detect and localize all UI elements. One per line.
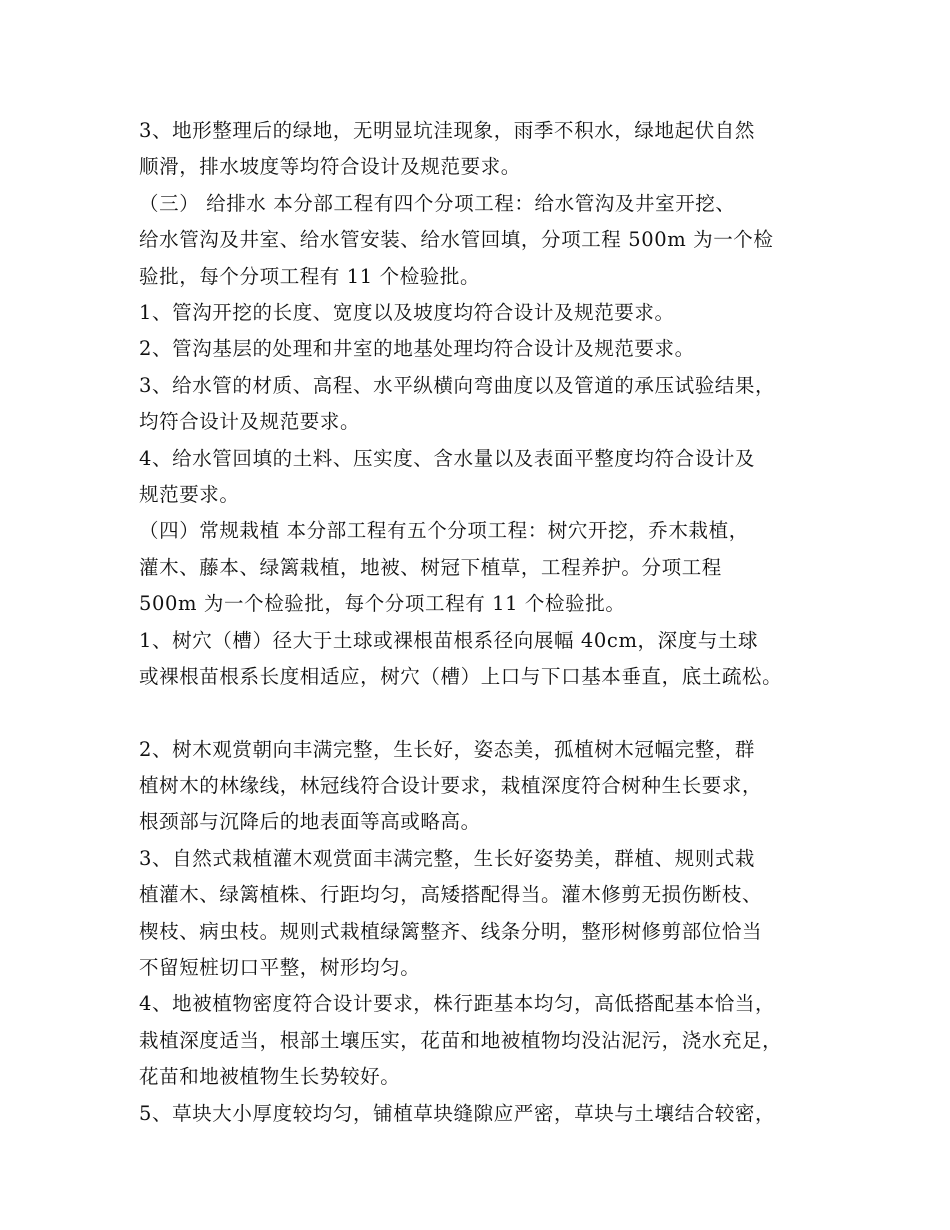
paragraph-water-item-3: [139, 368, 839, 441]
text-line: 栽植深度适当，根部土壤压实，花苗和地被植物均没沾泥污，浇水充足，: [139, 1028, 783, 1052]
text-line: 3、给水管的材质、高程、水平纵横向弯曲度以及管道的承压试验结果，: [139, 373, 776, 397]
text-line: 5、草块大小厚度较均匀，铺植草块缝隙应严密，草块与土壤结合较密，: [139, 1101, 776, 1125]
text-line: 2、树木观赏朝向丰满完整，生长好，姿态美，孤植树木冠幅完整，群: [139, 737, 756, 761]
paragraph-water-item-1: [139, 295, 839, 331]
text-line: 2、管沟基层的处理和井室的地基处理均符合设计及规范要求。: [139, 337, 695, 361]
paragraph-planting-item-1: [139, 623, 839, 696]
text-line: 植灌木、绿篱植株、行距均匀，高矮搭配得当。灌木修剪无损伤断枝、: [139, 883, 763, 907]
text-line: （四）常规栽植 本分部工程有五个分项工程：树穴开挖，乔木栽植，: [139, 519, 749, 543]
text-line: 楔枝、病虫枝。规则式栽植绿篱整齐、线条分明，整形树修剪部位恰当: [139, 919, 763, 943]
text-line: 500m 为一个检验批，每个分项工程有 11 个检验批。: [139, 592, 626, 616]
text-line: 顺滑，排水坡度等均符合设计及规范要求。: [139, 155, 521, 179]
document-body: [139, 113, 839, 1132]
section-heading-regular-planting: [139, 513, 839, 622]
text-line: 3、地形整理后的绿地，无明显坑洼现象，雨季不积水，绿地起伏自然: [139, 119, 756, 142]
paragraph-planting-item-4: [139, 986, 839, 1095]
text-line: 4、给水管回填的土料、压实度、含水量以及表面平整度均符合设计及: [139, 446, 756, 470]
text-line: 均符合设计及规范要求。: [139, 410, 361, 434]
text-line: 不留短桩切口平整，树形均匀。: [139, 955, 421, 979]
text-line: 植树木的林缘线，林冠线符合设计要求，栽植深度符合树种生长要求，: [139, 773, 763, 797]
text-line: 规范要求。: [139, 483, 240, 507]
section-heading-water-supply: [139, 186, 839, 295]
paragraph-planting-item-3: [139, 841, 839, 987]
text-line: 4、地被植物密度符合设计要求，株行距基本均匀，高低搭配基本恰当，: [139, 992, 776, 1016]
paragraph-water-item-4: [139, 441, 839, 514]
paragraph-water-item-2: [139, 331, 839, 367]
paragraph-planting-item-2: [139, 732, 839, 841]
text-line: （三） 给排水 本分部工程有四个分项工程：给水管沟及井室开挖、: [139, 191, 736, 215]
paragraph-planting-item-5: [139, 1096, 839, 1132]
blank-line: [139, 696, 839, 732]
text-line: 花苗和地被植物生长势较好。: [139, 1065, 401, 1089]
text-line: 根颈部与沉降后的地表面等高或略高。: [139, 810, 481, 834]
text-line: 给水管沟及井室、给水管安装、给水管回填，分项工程 500m 为一个检: [139, 228, 774, 252]
text-line: 或裸根苗根系长度相适应，树穴（槽）上口与下口基本垂直，底土疏松。: [139, 665, 783, 689]
text-line: 3、自然式栽植灌木观赏面丰满完整，生长好姿势美，群植、规则式栽: [139, 846, 756, 870]
text-line: 灌木、藤本、绿篱栽植，地被、树冠下植草，工程养护。分项工程: [139, 555, 722, 579]
text-line: 1、树穴（槽）径大于土球或裸根苗根系径向展幅 40cm，深度与土球: [139, 628, 759, 652]
text-line: 验批，每个分项工程有 11 个检验批。: [139, 264, 481, 288]
text-line: 1、管沟开挖的长度、宽度以及坡度均符合设计及规范要求。: [139, 301, 675, 325]
paragraph-terrain-item-3: [139, 113, 839, 186]
